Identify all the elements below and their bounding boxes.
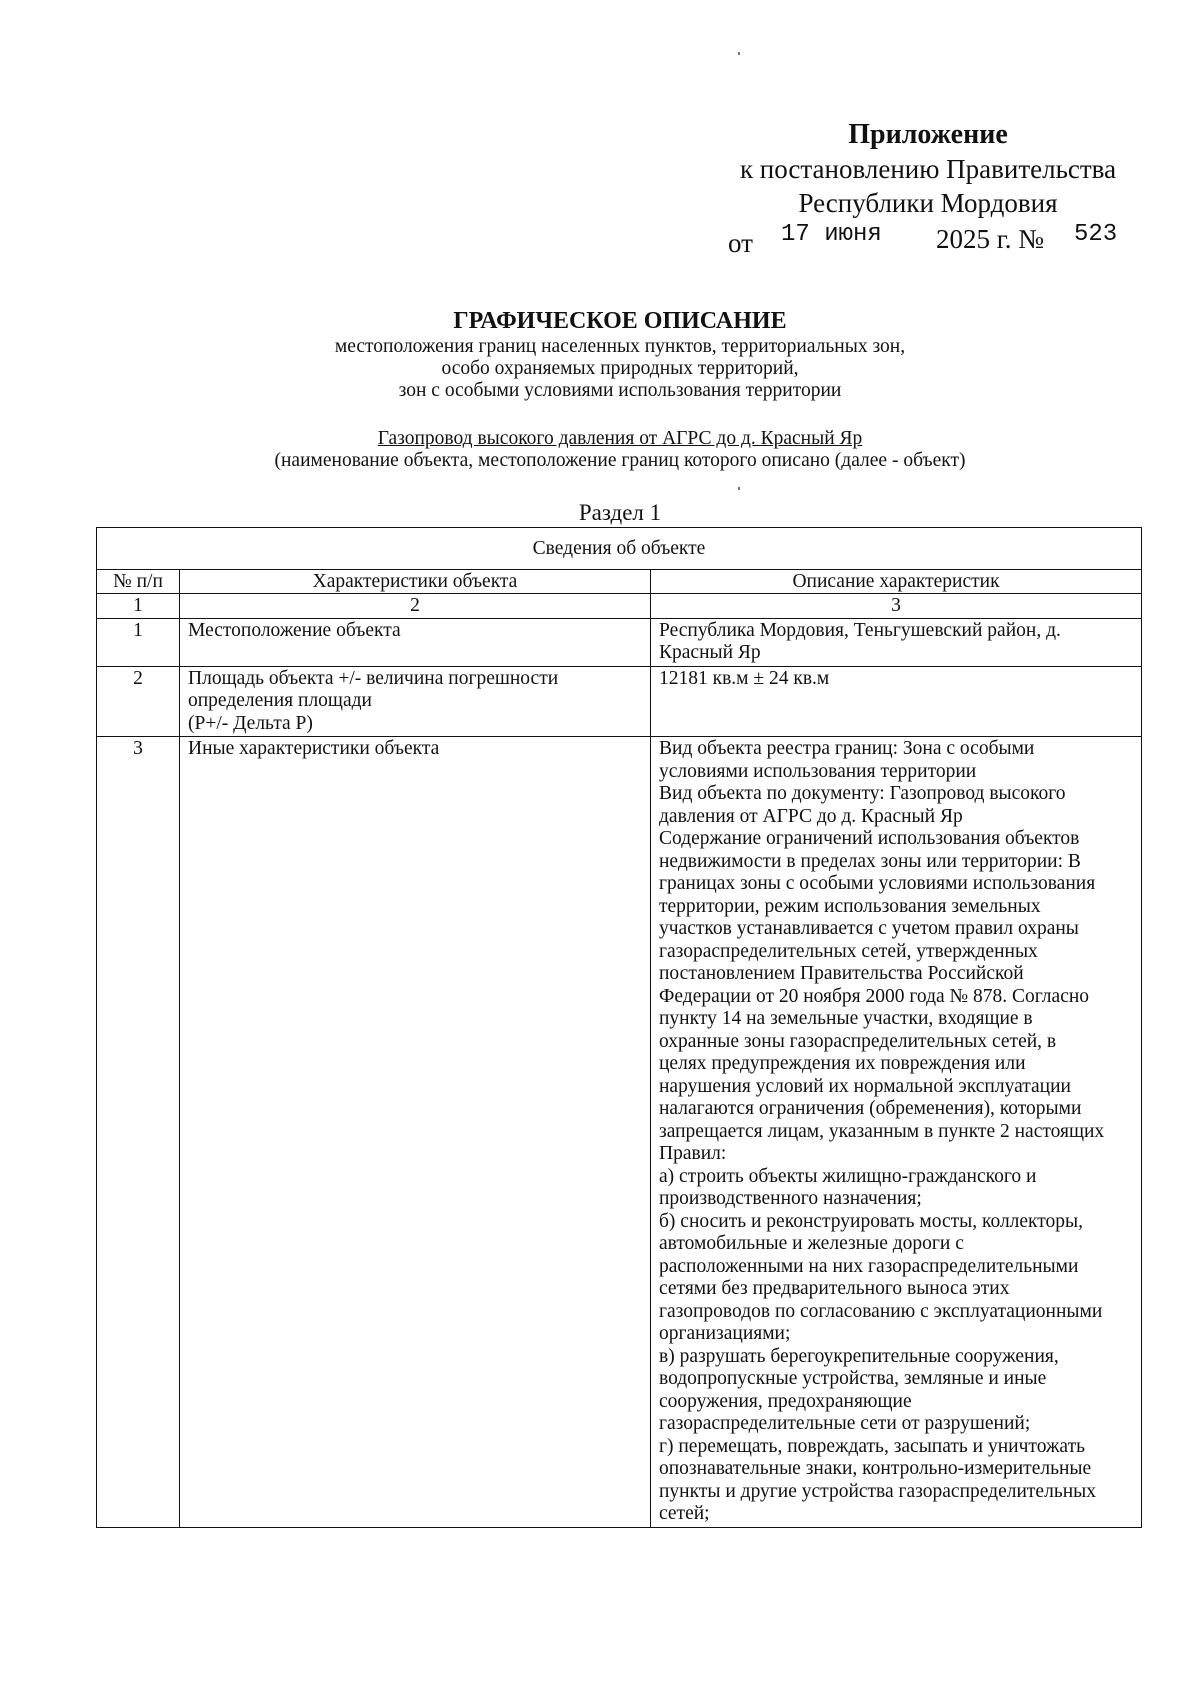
row-characteristic [180,666,651,737]
characteristic-line: определения площади [188,690,372,711]
row-characteristic [180,737,651,1528]
description-line: границах зоны с особыми условиями использования [659,873,1096,894]
description-line: а) строить объекты жилищно-гражданского и [659,1165,1037,1187]
description-line: пункты и другие устройства газораспределительных [659,1480,1096,1502]
object-info-table [96,527,1142,1528]
description-line: водопропускные устройства, земляные и иные [659,1368,1047,1389]
header-description: Описание характеристик [651,569,1142,594]
description-line: организациями; [659,1323,791,1344]
characteristic-line: Площадь объекта +/- величина погрешности [188,667,559,689]
row-description [651,618,1142,666]
description-line: целях предупреждения их повреждения или [659,1053,1026,1074]
table-caption: Сведения об объекте [97,528,1142,570]
object-name-note: (наименование объекта, местоположение границ которого описано (далее - объект) [274,450,966,471]
description-line: газораспределительные сети от разрушений; [659,1413,1031,1434]
header-number: № п/п [97,569,180,594]
table-caption-row [97,528,1142,570]
row-number: 3 [97,737,180,1528]
column-number-3: 3 [651,594,1142,619]
table-body [97,618,1142,1527]
appendix-line-1: к постановлению Правительства [739,154,1117,184]
description-line: Вид объекта по документу: Газопровод высокого [659,783,1066,804]
scan-speck [738,52,740,55]
description-line: охранные зоны газораспределительных сетей, в [659,1030,1057,1052]
description-line: газопроводов по согласованию с эксплуатационными [659,1300,1103,1322]
table-header-row [97,569,1142,594]
document-number: 523 [1074,221,1118,248]
table-row [97,737,1142,1528]
description-line: участков устанавливается с учетом правил охраны [659,918,1079,939]
description-line: б) сносить и реконструировать мосты, коллекторы, [659,1210,1084,1232]
description-line: производственного назначения; [659,1188,922,1209]
description-line: г) перемещать, повреждать, засыпать и уничтожать [659,1435,1085,1457]
table-row [97,666,1142,737]
description-line: Содержание ограничений использования объектов [659,828,1080,849]
document-subtitle-3: зон с особыми условиями использования территории [398,380,842,401]
description-line: сетей; [659,1503,710,1524]
description-line: в) разрушать берегоукрепительные сооружения, [659,1345,1059,1367]
section-title: Раздел 1 [578,500,662,525]
description-line: пункту 14 на земельные участки, входящие в [659,1008,1033,1029]
description-line: опознавательные знаки, контрольно-измерительные [659,1458,1092,1479]
description-line: Республика Мордовия, Теньгушевский район, д. [659,619,1061,641]
characteristic-line: Иные характеристики объекта [188,738,440,759]
characteristic-line: Местоположение объекта [188,619,401,641]
appendix-block [728,118,1128,256]
column-number-2: 2 [180,594,651,619]
description-line: давления от АГРС до д. Красный Яр [659,805,963,827]
characteristic-line: (Р+/- Дельта Р) [188,712,313,734]
description-line: Федерации от 20 ноября 2000 года № 878. Согласно [659,985,1090,1007]
description-line: газораспределительных сетей, утвержденных [659,940,1038,962]
header-characteristics: Характеристики объекта [180,569,651,594]
description-line: сооружения, предохраняющие [659,1390,912,1412]
description-line: постановлением Правительства Российской [659,963,1024,984]
column-number-1: 1 [97,594,180,619]
object-name: Газопровод высокого давления от АГРС до д. Красный Яр [377,428,863,449]
row-characteristic [180,618,651,666]
description-line: нарушения условий их нормальной эксплуатации [659,1075,1071,1097]
row-number: 2 [97,666,180,737]
description-line: территории, режим использования земельных [659,895,1041,917]
document-heading [200,306,1040,402]
date-year: 2025 г. № [936,224,1045,254]
description-line: налагаются ограничения (обременения), которыми [659,1098,1082,1119]
description-line: условиями использования территории [659,760,977,782]
description-line: автомобильные и железные дороги с [659,1233,964,1254]
document-subtitle-1: местоположения границ населенных пунктов, территориальных зон, [334,336,906,357]
document-title: ГРАФИЧЕСКОЕ ОПИСАНИЕ [453,308,787,334]
scan-speck [738,487,740,490]
row-description [651,666,1142,737]
row-description [651,737,1142,1528]
appendix-line-2: Республики Мордовия [798,188,1058,218]
description-line: Вид объекта реестра границ: Зона с особыми [659,738,1035,759]
description-line: 12181 кв.м ± 24 кв.м [659,667,830,689]
appendix-title: Приложение [848,119,1008,150]
description-line: Красный Яр [659,642,761,663]
date-day-month: 17 июня [781,221,882,248]
description-line: недвижимости в пределах зоны или территории: В [659,850,1081,872]
row-number: 1 [97,618,180,666]
description-line: расположенными на них газораспределительными [659,1255,1079,1277]
description-line: запрещается лицам, указанным в пункте 2 настоящих [659,1120,1105,1142]
appendix-dateline [728,222,1128,256]
table-row [97,618,1142,666]
description-line: Правил: [659,1143,727,1164]
description-line: сетями без предварительного выноса этих [659,1278,1010,1299]
date-prefix: от [728,228,753,258]
table-column-number-row [97,594,1142,619]
object-name-block [200,428,1040,472]
document-subtitle-2: особо охраняемых природных территорий, [441,358,799,379]
